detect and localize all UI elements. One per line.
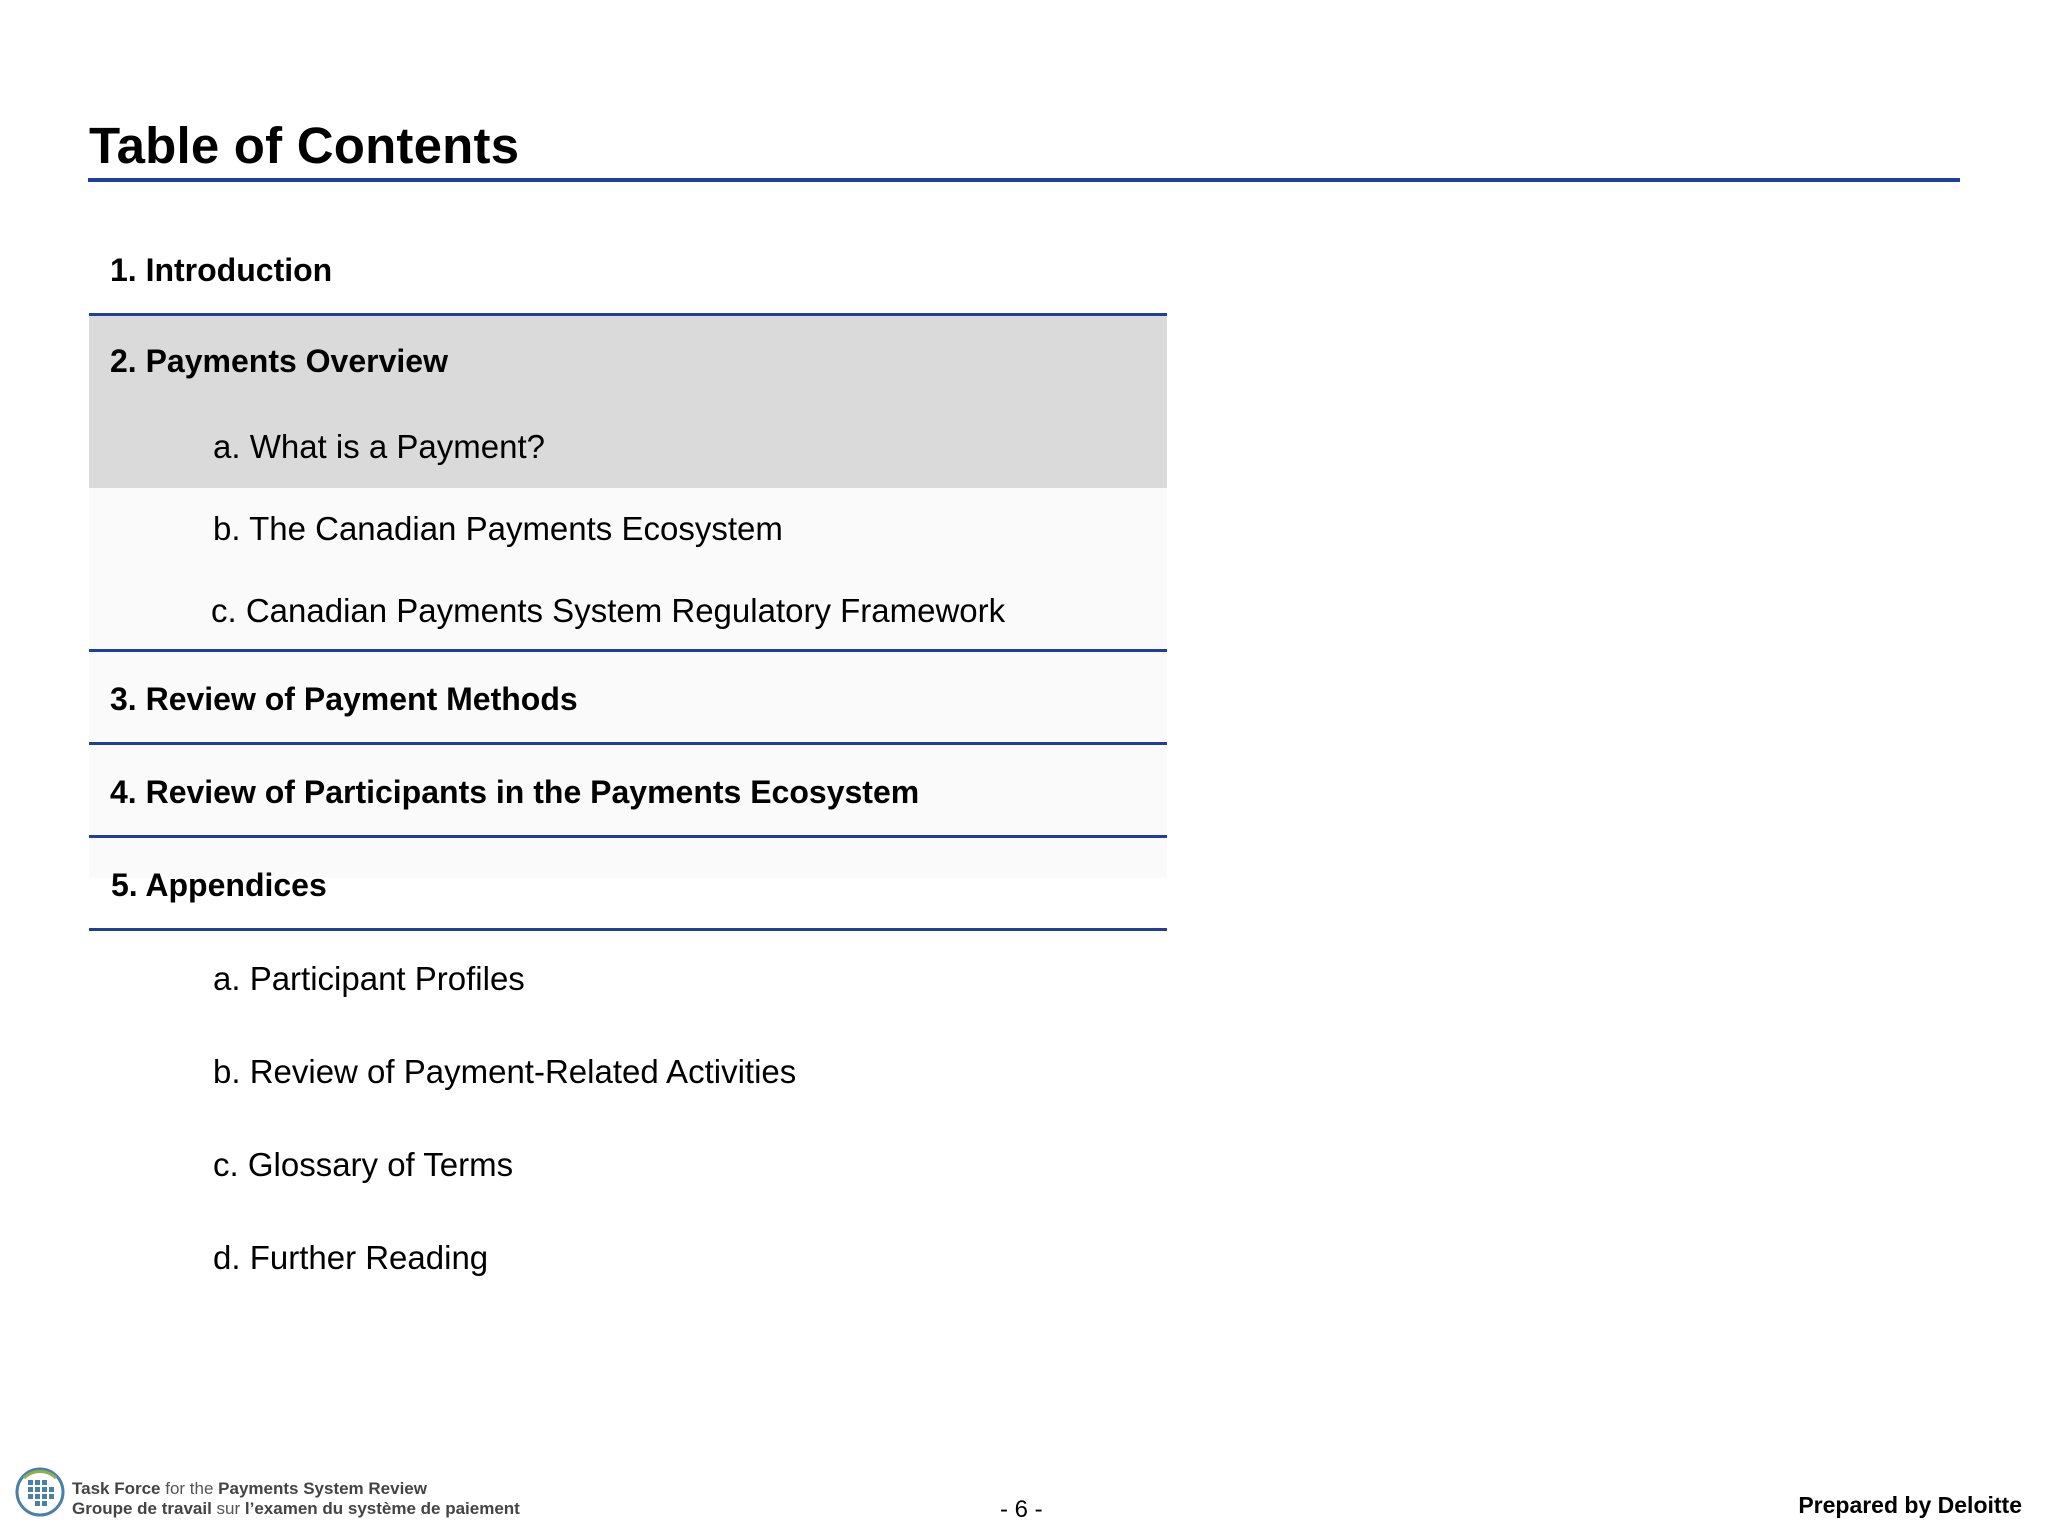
toc-sub-canadian-payments-ecosystem[interactable]: b. The Canadian Payments Ecosystem <box>213 510 783 547</box>
toc-sub-payment-related-activities[interactable]: b. Review of Payment-Related Activities <box>213 1053 797 1090</box>
prepared-by: Prepared by Deloitte <box>1798 1492 2022 1518</box>
toc-rule <box>89 313 1167 316</box>
logo-text-french: Groupe de travail sur l’examen du système de paiement <box>72 1499 520 1518</box>
toc-sub-regulatory-framework[interactable]: c. Canadian Payments System Regulatory Framework <box>211 592 1006 629</box>
page-title: Table of Contents <box>89 117 520 174</box>
toc-section-introduction[interactable]: 1. Introduction <box>110 252 333 288</box>
toc-rule <box>89 742 1167 745</box>
toc-rule <box>89 835 1167 838</box>
toc-rule <box>89 649 1167 652</box>
toc-sub-what-is-a-payment[interactable]: a. What is a Payment? <box>213 428 545 465</box>
toc-rule <box>89 928 1167 931</box>
logo-text-english: Task Force for the Payments System Review <box>72 1479 427 1498</box>
toc-sub-glossary-of-terms[interactable]: c. Glossary of Terms <box>213 1146 514 1183</box>
toc-section-payments-overview[interactable]: 2. Payments Overview <box>110 343 448 379</box>
toc-section-appendices[interactable]: 5. Appendices <box>111 867 327 903</box>
title-rule <box>88 178 1960 182</box>
toc-sub-further-reading[interactable]: d. Further Reading <box>213 1239 489 1276</box>
task-force-logo <box>14 1464 534 1524</box>
page-number: - 6 - <box>1000 1496 1043 1523</box>
toc-section-participants[interactable]: 4. Review of Participants in the Payments Ecosystem <box>110 774 920 810</box>
toc-sub-participant-profiles[interactable]: a. Participant Profiles <box>213 960 525 997</box>
toc-section-payment-methods[interactable]: 3. Review of Payment Methods <box>110 681 578 717</box>
task-force-logo-icon <box>14 1464 66 1520</box>
